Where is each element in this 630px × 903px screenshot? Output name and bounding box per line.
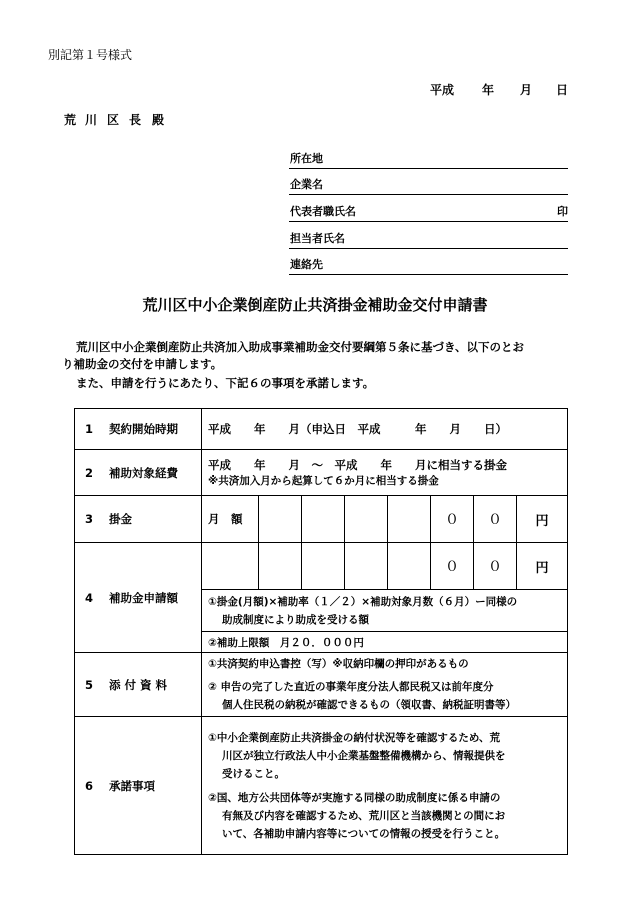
addressee: [64, 111, 164, 128]
addressee-char: 長: [129, 113, 142, 127]
row-title: 補助対象経費: [109, 465, 178, 480]
row-label: [75, 409, 202, 450]
amount-digit[interactable]: [345, 496, 388, 543]
date-day: 日: [556, 83, 569, 97]
form-number: 別記第１号様式: [48, 48, 133, 62]
row-title: 掛金: [109, 512, 132, 526]
addressee-char: 川: [85, 113, 98, 127]
row-label: [75, 717, 202, 855]
intro-line: 荒川区中小企業倒産防止共済加入助成事業補助金交付要綱第５条に基づき、以下のとお: [76, 340, 525, 354]
row-label: [75, 653, 202, 717]
field-contact-person[interactable]: [289, 230, 568, 249]
addressee-char: 殿: [152, 113, 165, 127]
document-title: 荒川区中小企業倒産防止共済掛金補助金交付申請書: [142, 296, 488, 314]
field-contact[interactable]: [289, 256, 568, 275]
addressee-char: 荒: [64, 113, 77, 127]
amount-digit[interactable]: [388, 543, 431, 590]
field-address[interactable]: [289, 150, 568, 169]
amount-digit[interactable]: [302, 543, 345, 590]
amount-digit[interactable]: ０: [431, 543, 474, 590]
attachment-item: 個人住民税の納税が確認できるもの（領収書、納税証明書等）: [222, 699, 516, 711]
attachment-item: ② 申告の完了した直近の事業年度分法人都民税又は前年度分: [208, 681, 494, 693]
date-era: 平成: [430, 83, 455, 97]
amount-digit[interactable]: ０: [474, 543, 517, 590]
consent-line: ①中小企業倒産防止共済掛金の納付状況等を確認するため、荒: [208, 731, 500, 744]
consent-line: いて、各補助申請内容等についての情報の授受を行うこと。: [222, 827, 506, 840]
row-number: 2: [85, 465, 94, 480]
amount-digit[interactable]: [259, 543, 302, 590]
contract-start-field[interactable]: 平成 年 月（申込日 平成 年 月 日）: [202, 409, 568, 450]
consent-line: 川区が独立行政法人中小企業基盤整備機構から、情報提供を: [222, 749, 506, 762]
field-label: 所在地: [290, 152, 323, 165]
amount-digit[interactable]: [388, 496, 431, 543]
intro-line: り補助金の交付を申請します。: [62, 357, 223, 371]
consent-line: ②国、地方公共団体等が実施する同様の助成制度に係る申請の: [208, 791, 501, 804]
table-row: [75, 450, 568, 496]
amount-prefix-empty: [202, 543, 259, 590]
row-title: 添 付 資 料: [109, 677, 168, 692]
attachments: [202, 653, 568, 717]
row-label: [75, 543, 202, 653]
row-label: [75, 496, 202, 543]
application-table: [74, 408, 568, 855]
amount-digit[interactable]: ０: [474, 496, 517, 543]
date-year: 年: [482, 83, 495, 97]
monthly-prefix: 月 額: [202, 496, 259, 543]
field-company[interactable]: [289, 176, 568, 195]
table-row: [75, 653, 568, 717]
amount-digit[interactable]: [259, 496, 302, 543]
row-number: 5: [85, 677, 94, 692]
field-representative[interactable]: [289, 203, 568, 222]
amount-digit[interactable]: [302, 496, 345, 543]
expense-period: 平成 年 月 ～ 平成 年 月に相当する掛金: [208, 458, 507, 472]
intro-line: また、申請を行うにあたり、下記６の事項を承諾します。: [76, 376, 375, 390]
seal-mark: 印: [557, 205, 568, 218]
row-title: 承諾事項: [109, 778, 155, 793]
consent-line: 受けること。: [222, 767, 285, 780]
consent-items: [202, 717, 568, 855]
expense-note: ※共済加入月から起算して６か月に相当する掛金: [208, 475, 439, 487]
formula-line: 助成制度により助成を受ける額: [222, 613, 369, 626]
subsidy-formula: [202, 590, 568, 632]
table-row: [75, 409, 568, 450]
table-row: [75, 717, 568, 855]
eligible-expense-field[interactable]: [202, 450, 568, 496]
addressee-char: 区: [107, 113, 120, 127]
amount-digit[interactable]: ０: [431, 496, 474, 543]
amount-digit[interactable]: [345, 543, 388, 590]
row-number: 1: [85, 422, 94, 436]
formula-line: ①掛金(月額)×補助率（１／２）×補助対象月数（６月）ー同様の: [208, 595, 518, 608]
row-title: 契約開始時期: [109, 422, 178, 436]
field-label: 連絡先: [290, 258, 323, 271]
row-label: [75, 450, 202, 496]
date-month: 月: [520, 83, 533, 97]
yen-unit: 円: [517, 543, 568, 590]
row-title: 補助金申請額: [109, 590, 178, 605]
row-number: 4: [85, 590, 94, 605]
attachment-item: ①共済契約申込書控（写）※収納印欄の押印があるもの: [208, 658, 469, 670]
yen-unit: 円: [517, 496, 568, 543]
field-label: 担当者氏名: [290, 232, 345, 245]
field-label: 代表者職氏名: [290, 205, 356, 218]
field-label: 企業名: [290, 178, 323, 191]
subsidy-limit: ②補助上限額 月２０．０００円: [202, 632, 568, 653]
table-row: [75, 496, 568, 543]
consent-line: 有無及び内容を確認するため、荒川区と当該機関との間にお: [222, 809, 506, 822]
row-number: 6: [85, 778, 94, 793]
table-row: [75, 543, 568, 590]
row-number: 3: [85, 512, 94, 526]
